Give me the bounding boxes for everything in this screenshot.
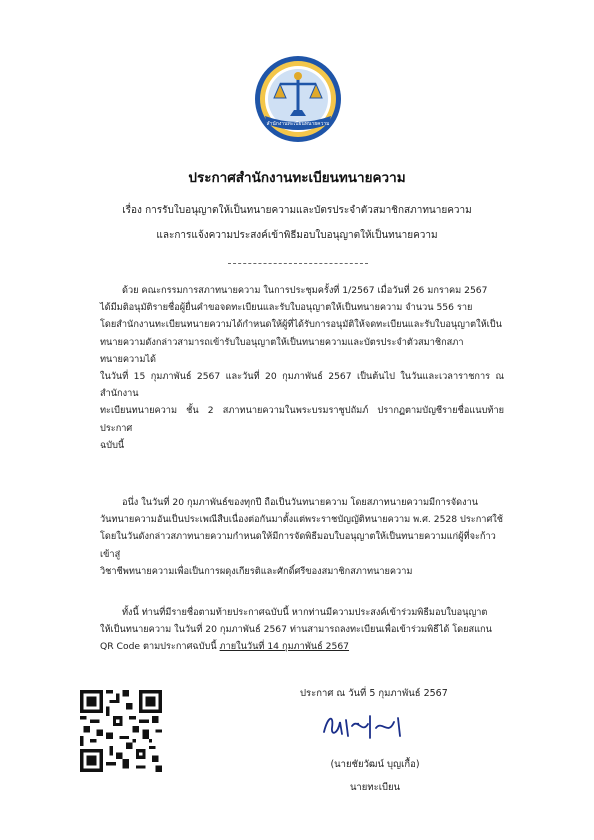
paragraph-1: [100, 282, 504, 454]
signature-image: [318, 708, 428, 742]
paragraph-line: [100, 638, 504, 655]
signer-name: (นายชัยวัฒน์ บุญเกื้อ): [330, 759, 420, 770]
announcement-title: ประกาศสำนักงานทะเบียนทนายความ: [188, 170, 406, 186]
subject-line-2: และการแจ้งความประสงค์เข้าพิธีมอบใบอนุญาตให้เป็นทนายความ: [156, 230, 438, 241]
paragraph-line: ทั้งนี้ ท่านที่มีรายชื่อตามท้ายประกาศฉบับนี้ หากท่านมีความประสงค์เข้าร่วมพิธีมอบใบอนุญาต: [122, 607, 488, 618]
paragraph-line: ในวันที่ 15 กุมภาพันธ์ 2567 และวันที่ 20 กุมภาพันธ์ 2567 เป็นต้นไป ในวันและเวลาราชการ ณ สำนักงาน: [100, 371, 504, 400]
paragraph-line: ฉบับนี้: [100, 439, 125, 451]
paragraph-3: [100, 604, 504, 656]
paragraph-line: ให้เป็นทนายความ ในวันที่ 20 กุมภาพันธ์ 2567 ท่านสามารถลงทะเบียนเพื่อเข้าร่วมพิธีได้ โดยสแกน: [100, 624, 492, 636]
paragraph-line: อนึ่ง ในวันที่ 20 กุมภาพันธ์ของทุกปี ถือเป็นวันทนายความ โดยสภาทนายความมีการจัดงาน: [122, 497, 479, 508]
qr-code-icon[interactable]: [80, 690, 162, 772]
paragraph-line: วันทนายความอันเป็นประเพณีสืบเนื่องต่อกันมาตั้งแต่พระราชบัญญัติทนายความ พ.ศ. 2528 ประกาศใช้: [100, 514, 504, 526]
logo-banner-text: สำนักงานทะเบียนทนายความ: [266, 121, 330, 127]
para3-last-prefix: QR Code ตามประกาศฉบับนี้: [100, 641, 220, 653]
paragraph-line: ทนายความดังกล่าวสามารถเข้ารับใบอนุญาตให้เป็นทนายความและบัตรประจำตัวสมาชิกสภาทนายความได้: [100, 336, 464, 365]
divider: [228, 263, 368, 264]
paragraph-line: ทะเบียนทนายความ ชั้น 2 สภาทนายความในพระบรมราชูปถัมภ์ ปรากฏตามบัญชีรายชื่อแนบท้ายประกาศ: [100, 405, 504, 434]
announce-date: ประกาศ ณ วันที่ 5 กุมภาพันธ์ 2567: [300, 688, 448, 699]
paragraph-line: ได้มีมติอนุมัติรายชื่อผู้ยื่นคำขอจดทะเบียนและรับใบอนุญาตให้เป็นทนายความ จำนวน 556 ราย: [100, 302, 473, 314]
paragraph-line: ด้วย คณะกรรมการสภาทนายความ ในการประชุมครั้งที่ 1/2567 เมื่อวันที่ 26 มกราคม 2567: [122, 285, 488, 296]
paragraph-line: วิชาชีพทนายความเพื่อเป็นการผดุงเกียรติและศักดิ์ศรีของสมาชิกสภาทนายความ: [100, 565, 413, 577]
lawyers-council-logo: [253, 54, 343, 144]
paragraph-line: โดยในวันดังกล่าวสภาทนายความกำหนดให้มีการจัดพิธีมอบใบอนุญาตให้เป็นทนายความแก่ผู้ที่จะก้าวเข้าสู่: [100, 531, 496, 560]
subject-line-1: เรื่อง การรับใบอนุญาตให้เป็นทนายความและบัตรประจำตัวสมาชิกสภาทนายความ: [122, 205, 472, 216]
paragraph-2: [100, 494, 504, 580]
paragraph-line: โดยสำนักงานทะเบียนทนายความได้กำหนดให้ผู้ที่ได้รับการอนุมัติให้จดทะเบียนและรับใบอนุญาตให้เป็น: [100, 319, 502, 331]
signer-position: นายทะเบียน: [349, 782, 401, 793]
deadline-underlined: ภายในวันที่ 14 กุมภาพันธ์ 2567: [219, 641, 350, 653]
